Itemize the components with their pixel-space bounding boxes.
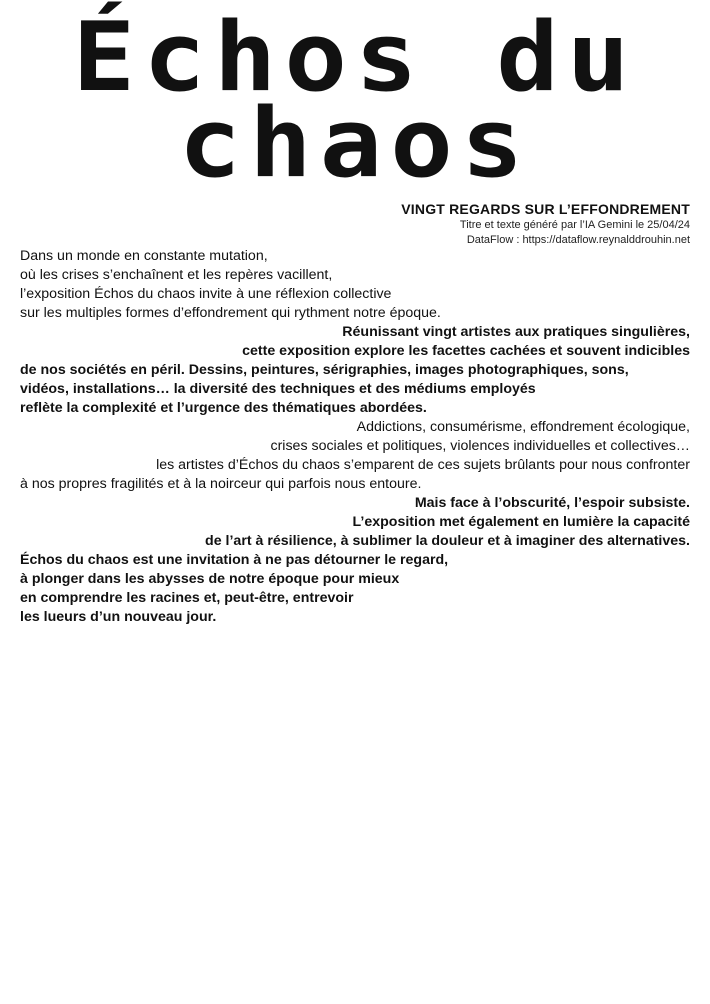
text-line: les lueurs d’un nouveau jour.	[20, 609, 217, 625]
text-line: de nos sociétés en péril. Dessins, peintures, sérigraphies, images photographiques, sons,	[20, 362, 629, 378]
text-line: les artistes d’Échos du chaos s’emparent de ces sujets brûlants pour nous confronter	[156, 457, 690, 473]
text-line: crises sociales et politiques, violences individuelles et collectives…	[270, 438, 690, 454]
paragraph-themes	[20, 418, 690, 494]
dataflow-link[interactable]: DataFlow : https://dataflow.reynalddrouhin.net	[466, 234, 690, 246]
text-line: l’exposition Échos du chaos invite à une réflexion collective	[20, 286, 392, 302]
text-line: Échos du chaos est une invitation à ne pas détourner le regard,	[20, 552, 449, 568]
poster-title	[0, 0, 710, 200]
text-line: Réunissant vingt artistes aux pratiques singulières,	[342, 324, 690, 340]
paragraph-conclusion	[20, 551, 690, 627]
text-line: sur les multiples formes d’effondrement qui rythment notre époque.	[20, 305, 441, 321]
generation-credit: Titre et texte généré par l’IA Gemini le 25/04/24	[459, 219, 690, 231]
paragraph-artists	[20, 323, 690, 418]
text-line: Dans un monde en constante mutation,	[20, 248, 268, 264]
text-line: Addictions, consumérisme, effondrement écologique,	[356, 419, 690, 435]
paragraph-intro	[20, 247, 690, 323]
subtitle: VINGT REGARDS SUR L’EFFONDREMENT	[401, 201, 690, 217]
text-line: en comprendre les racines et, peut-être, entrevoir	[20, 590, 354, 606]
header-block	[401, 200, 690, 248]
title-line-2: chaos	[178, 86, 532, 200]
text-line: à nos propres fragilités et à la noirceur qui parfois nous entoure.	[20, 476, 422, 492]
text-line: où les crises s’enchaînent et les repères vacillent,	[20, 267, 333, 283]
title-line-1: Échos du	[72, 0, 638, 114]
text-line: cette exposition explore les facettes cachées et souvent indicibles	[242, 343, 690, 359]
paragraph-hope	[20, 494, 690, 551]
text-line: vidéos, installations… la diversité des techniques et des médiums employés	[20, 381, 536, 397]
text-line: Mais face à l’obscurité, l’espoir subsiste.	[414, 495, 690, 511]
text-line: de l’art à résilience, à sublimer la douleur et à imaginer des alternatives.	[205, 533, 690, 549]
text-line: L’exposition met également en lumière la capacité	[352, 514, 690, 530]
body-text	[20, 247, 690, 627]
text-line: reflète la complexité et l’urgence des thématiques abordées.	[20, 400, 427, 416]
text-line: à plonger dans les abysses de notre époque pour mieux	[20, 571, 400, 587]
